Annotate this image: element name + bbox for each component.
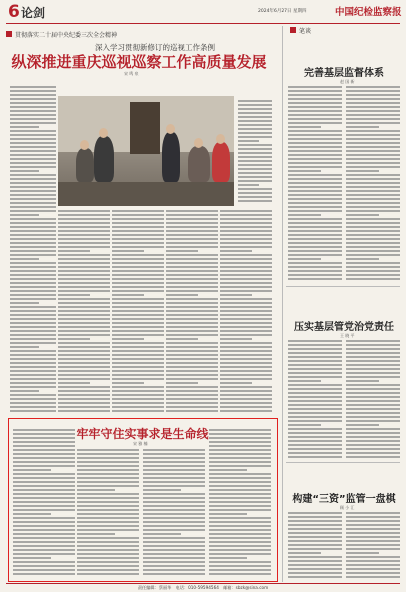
header-rule: [6, 23, 400, 24]
section-number: 6: [8, 2, 20, 22]
feature-article-box: [8, 418, 278, 582]
lead-photo: [58, 96, 234, 206]
sidebar-divider-1: [286, 286, 400, 287]
feature-text-column-3: [143, 449, 205, 579]
sidebar-article-2-title: 压实基层管党治党责任: [294, 322, 394, 333]
sidebar-article-3-col-2: [346, 512, 400, 580]
topic-banner: [6, 30, 130, 39]
lead-byline: 宋 鸣 泉: [124, 71, 139, 76]
sidebar-article-1-col-2: [346, 86, 400, 282]
sidebar-tag: [290, 26, 338, 35]
sidebar-square-icon: [290, 27, 296, 33]
photo-caption: [238, 100, 272, 204]
feature-text-column-4: [209, 429, 271, 579]
lead-text-column-1: [10, 86, 56, 416]
issue-date: 2024年6月27日 星期四: [258, 9, 307, 14]
sidebar-divider-2: [286, 462, 400, 463]
feature-text-column-1: [13, 429, 75, 579]
sidebar-article-2-col-1: [288, 340, 342, 460]
lead-text-column-4: [166, 210, 218, 415]
page-footer: 责任编辑：蔡丽华 电话：010-59594564 邮箱：sbzk@sina.com: [137, 585, 269, 590]
feature-byline: 宋 雅 楠: [133, 441, 148, 446]
masthead-logo: 中国纪检监察报: [335, 7, 402, 18]
lead-text-column-3: [112, 210, 164, 415]
lead-text-column-5: [220, 210, 272, 415]
sidebar-article-2-col-2: [346, 340, 400, 460]
lead-kicker: 深入学习贯彻新修订的巡视工作条例: [95, 43, 215, 52]
sidebar-article-2-byline: 王 晓 平: [340, 333, 355, 338]
sidebar-article-1-title: 完善基层监督体系: [304, 68, 384, 79]
footer-rule: [6, 583, 400, 584]
page-header: [0, 0, 406, 24]
sidebar-tag-text: 笔谈: [299, 28, 312, 35]
sidebar-article-3-title: 构建“三资”监管一盘棋: [292, 494, 396, 505]
sidebar-article-1-col-1: [288, 86, 342, 282]
feature-headline: 牢牢守住实事求是生命线: [76, 427, 209, 441]
lead-headline: 纵深推进重庆巡视巡察工作高质量发展: [11, 53, 267, 71]
sidebar-article-1-byline: 赵 国 新: [340, 79, 355, 84]
sidebar-article-3-byline: 顾 小 汇: [340, 505, 355, 510]
feature-text-column-2: [77, 449, 139, 579]
lead-text-column-2: [58, 210, 110, 415]
sidebar-article-3-col-1: [288, 512, 342, 580]
banner-text: 贯彻落实二十届中央纪委三次全会精神: [15, 32, 118, 39]
section-name: 论剑: [21, 6, 46, 20]
banner-square-icon: [6, 31, 12, 37]
column-divider: [282, 26, 283, 582]
